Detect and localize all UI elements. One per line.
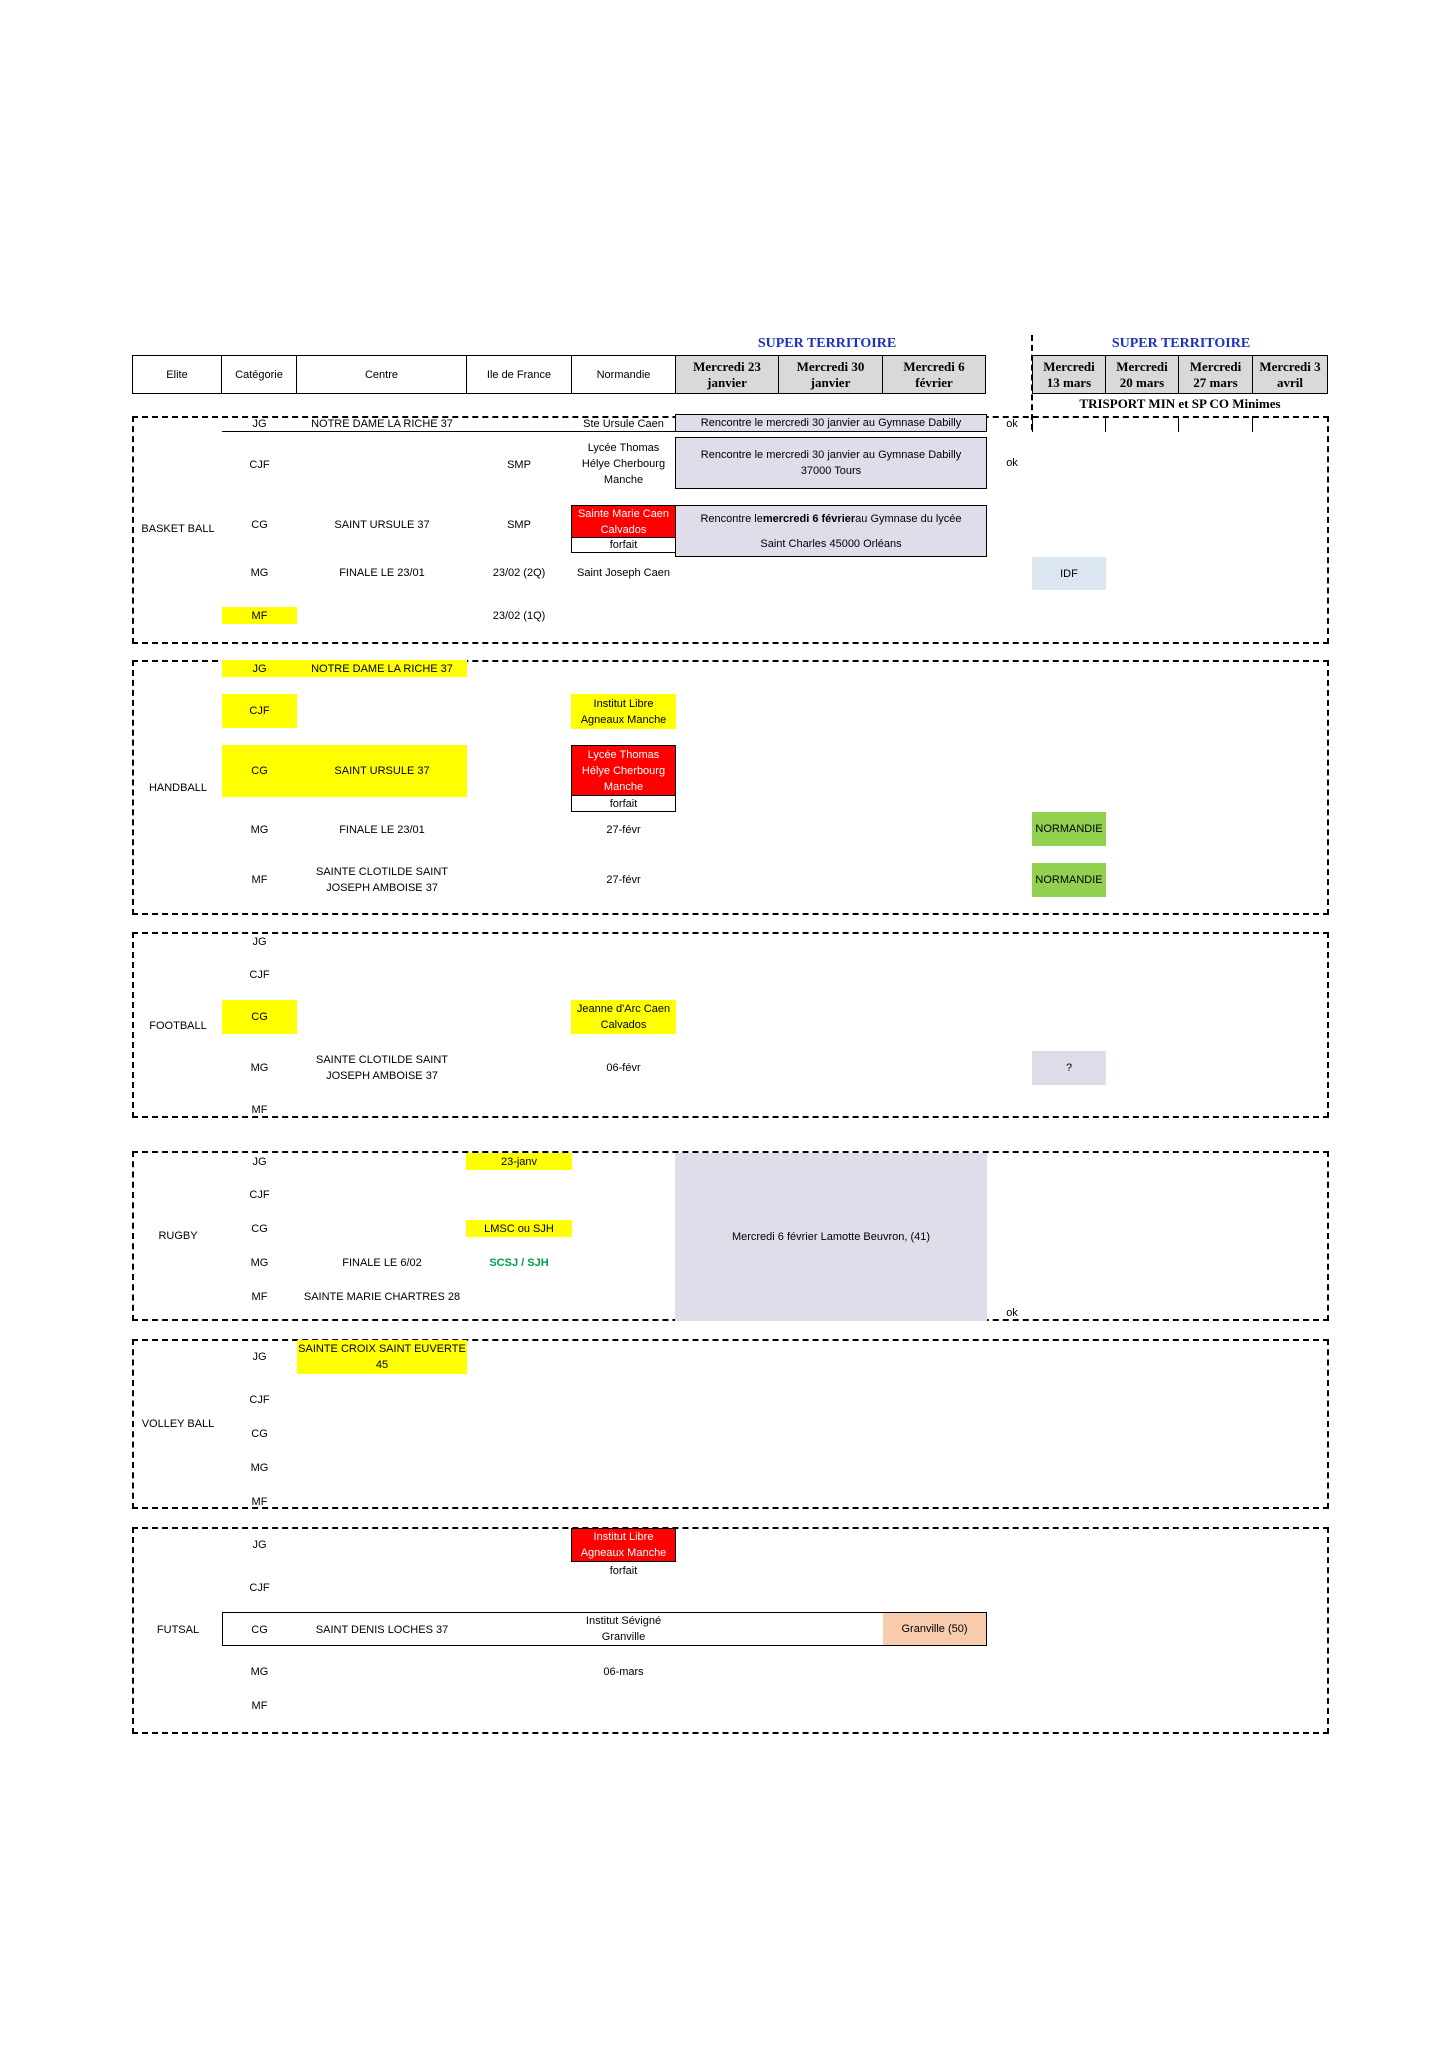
date-13-mars: Mercredi 13 mars bbox=[1032, 355, 1106, 394]
hand-mg-normandie: 27-févr bbox=[606, 823, 641, 836]
col-header-categorie: Catégorie bbox=[221, 355, 297, 394]
basket-mg-normandie: Saint Joseph Caen bbox=[577, 567, 670, 579]
cat-jg: JG bbox=[252, 1538, 267, 1551]
sport-label-rugby: RUGBY bbox=[158, 1230, 198, 1242]
cat-mf: MF bbox=[251, 1290, 268, 1303]
sport-label-futsal: FUTSAL bbox=[156, 1624, 200, 1636]
col-header-idf: Ile de France bbox=[466, 355, 572, 394]
cat-cg: CG bbox=[251, 1427, 268, 1440]
date-27-mars: Mercredi 27 mars bbox=[1178, 355, 1253, 394]
futsal-cg-fevrier: Granville (50) bbox=[883, 1613, 986, 1645]
cat-mf: MF bbox=[222, 607, 297, 624]
basket-cjf-ok: ok bbox=[1006, 457, 1018, 469]
hand-mg-centre: FINALE LE 23/01 bbox=[339, 823, 425, 836]
date-23-janvier: Mercredi 23 janvier bbox=[675, 355, 779, 394]
mars-grid-1 bbox=[1032, 416, 1328, 432]
cat-cjf: CJF bbox=[249, 1393, 270, 1406]
basket-jg-rencontre: Rencontre le mercredi 30 janvier au Gymnase Dabilly bbox=[675, 414, 987, 432]
hand-cjf-normandie: Institut Libre Agneaux Manche bbox=[571, 694, 676, 729]
trisport-label: TRISPORT MIN et SP CO Minimes bbox=[1079, 396, 1281, 411]
basket-jg-centre: NOTRE DAME LA RICHE 37 bbox=[311, 418, 453, 430]
basket-mf-idf: 23/02 (1Q) bbox=[492, 609, 546, 622]
cat-cjf: CJF bbox=[222, 694, 297, 728]
hand-mg-mars: NORMANDIE bbox=[1032, 812, 1106, 846]
foot-mg-mars: ? bbox=[1032, 1051, 1106, 1085]
basket-cg-idf: SMP bbox=[507, 519, 531, 531]
cat-cg: CG bbox=[251, 1623, 268, 1636]
cat-mf: MF bbox=[251, 1103, 268, 1116]
foot-mg-normandie: 06-févr bbox=[606, 1061, 641, 1074]
rugby-jg-idf: 23-janv bbox=[466, 1153, 572, 1170]
basket-cg-centre: SAINT URSULE 37 bbox=[334, 519, 430, 531]
sport-label-volleyball: VOLLEY BALL bbox=[141, 1418, 215, 1430]
basket-cg-normandie: Sainte Marie Caen Calvados bbox=[571, 505, 676, 538]
cat-mg: MG bbox=[250, 1665, 269, 1678]
basket-mg-mars: IDF bbox=[1032, 557, 1106, 590]
cat-jg: JG bbox=[252, 1155, 267, 1168]
cat-cjf: CJF bbox=[249, 1188, 270, 1201]
hand-jg-centre: NOTRE DAME LA RICHE 37 bbox=[297, 660, 467, 677]
basket-cjf-normandie: Lycée Thomas Hélye Cherbourg Manche bbox=[581, 442, 666, 486]
basket-jg-ok: ok bbox=[1006, 418, 1018, 430]
cat-mg: MG bbox=[250, 567, 269, 579]
date-30-janvier: Mercredi 30 janvier bbox=[778, 355, 883, 394]
hand-cg-normandie: Lycée Thomas Hélye Cherbourg Manche bbox=[571, 745, 676, 796]
cat-jg: JG bbox=[252, 935, 267, 948]
hand-cg-forfait: forfait bbox=[571, 795, 676, 812]
sport-label-basketball: BASKET BALL bbox=[141, 523, 215, 535]
basket-cg-rencontre-c: au Gymnase du lycée bbox=[855, 512, 962, 525]
cat-mf: MF bbox=[251, 1699, 268, 1712]
cat-mg: MG bbox=[250, 1256, 269, 1269]
cat-jg: JG bbox=[222, 660, 297, 677]
cat-jg: JG bbox=[252, 418, 267, 430]
date-3-avril: Mercredi 3 avril bbox=[1252, 355, 1328, 394]
futsal-cg-normandie: Institut Sévigné Granville bbox=[585, 1615, 662, 1643]
sport-label-handball: HANDBALL bbox=[148, 782, 208, 794]
cat-mf: MF bbox=[251, 873, 268, 886]
basket-mg-centre: FINALE LE 23/01 bbox=[339, 567, 425, 579]
cat-cjf: CJF bbox=[249, 1581, 270, 1594]
cat-jg: JG bbox=[252, 1350, 267, 1363]
mars-grid-3 bbox=[1178, 416, 1179, 432]
col-header-normandie: Normandie bbox=[571, 355, 676, 394]
mars-grid-2 bbox=[1105, 416, 1106, 432]
foot-mg-centre: SAINTE CLOTILDE SAINT JOSEPH AMBOISE 37 bbox=[315, 1054, 449, 1082]
mars-grid-4 bbox=[1252, 416, 1253, 432]
rugby-ok: ok bbox=[1006, 1307, 1018, 1319]
col-header-elite: Elite bbox=[132, 355, 222, 394]
rugby-mg-idf: SCSJ / SJH bbox=[489, 1256, 549, 1269]
super-territoire-title-1: SUPER TERRITOIRE bbox=[757, 336, 897, 351]
super-territoire-title-2: SUPER TERRITOIRE bbox=[1111, 336, 1251, 351]
rugby-mg-centre: FINALE LE 6/02 bbox=[342, 1256, 422, 1269]
hand-mf-centre: SAINTE CLOTILDE SAINT JOSEPH AMBOISE 37 bbox=[315, 866, 449, 894]
cat-cjf: CJF bbox=[249, 459, 270, 471]
cat-mf: MF bbox=[251, 1495, 268, 1508]
hand-mf-mars: NORMANDIE bbox=[1032, 863, 1106, 897]
cat-cg: CG bbox=[222, 1000, 297, 1034]
hand-mf-normandie: 27-févr bbox=[606, 873, 641, 886]
rugby-cg-idf: LMSC ou SJH bbox=[466, 1220, 572, 1237]
col-header-centre: Centre bbox=[296, 355, 467, 394]
cat-mg: MG bbox=[250, 1061, 269, 1074]
futsal-mg-normandie: 06-mars bbox=[603, 1665, 644, 1678]
cat-mg: MG bbox=[250, 1461, 269, 1474]
rugby-rencontre: Mercredi 6 février Lamotte Beuvron, (41) bbox=[675, 1153, 987, 1321]
basket-cg-rencontre-d: Saint Charles 45000 Orléans bbox=[760, 537, 902, 550]
basket-cjf-rencontre: Rencontre le mercredi 30 janvier au Gymnase Dabilly 37000 Tours bbox=[675, 437, 987, 489]
hand-cg-centre: SAINT URSULE 37 bbox=[297, 745, 467, 797]
cat-cg: CG bbox=[251, 519, 268, 531]
basket-jg-normandie: Ste Ursule Caen bbox=[583, 418, 664, 430]
foot-cg-normandie: Jeanne d'Arc Caen Calvados bbox=[571, 1000, 676, 1034]
basket-cg-rencontre-b: mercredi 6 février bbox=[762, 512, 856, 525]
futsal-cg-centre: SAINT DENIS LOCHES 37 bbox=[315, 1623, 449, 1636]
futsal-jg-forfait: forfait bbox=[609, 1564, 638, 1577]
cat-cjf: CJF bbox=[249, 968, 270, 981]
date-20-mars: Mercredi 20 mars bbox=[1105, 355, 1179, 394]
volley-jg-centre: SAINTE CROIX SAINT EUVERTE 45 bbox=[297, 1340, 467, 1374]
date-6-fevrier: Mercredi 6 février bbox=[882, 355, 986, 394]
cat-mg: MG bbox=[250, 823, 269, 836]
basket-cg-forfait: forfait bbox=[571, 537, 676, 553]
section-football bbox=[132, 932, 1329, 1118]
basket-cg-rencontre-a: Rencontre le bbox=[700, 512, 763, 525]
basket-mg-idf: 23/02 (2Q) bbox=[492, 567, 546, 579]
cat-cg: CG bbox=[251, 1222, 268, 1235]
sport-label-football: FOOTBALL bbox=[149, 1020, 207, 1032]
basket-cjf-idf: SMP bbox=[507, 459, 531, 471]
basket-cg-rencontre bbox=[675, 505, 987, 557]
futsal-jg-normandie: Institut Libre Agneaux Manche bbox=[571, 1528, 676, 1562]
rugby-mf-centre: SAINTE MARIE CHARTRES 28 bbox=[303, 1290, 461, 1303]
cat-cg: CG bbox=[222, 745, 297, 797]
